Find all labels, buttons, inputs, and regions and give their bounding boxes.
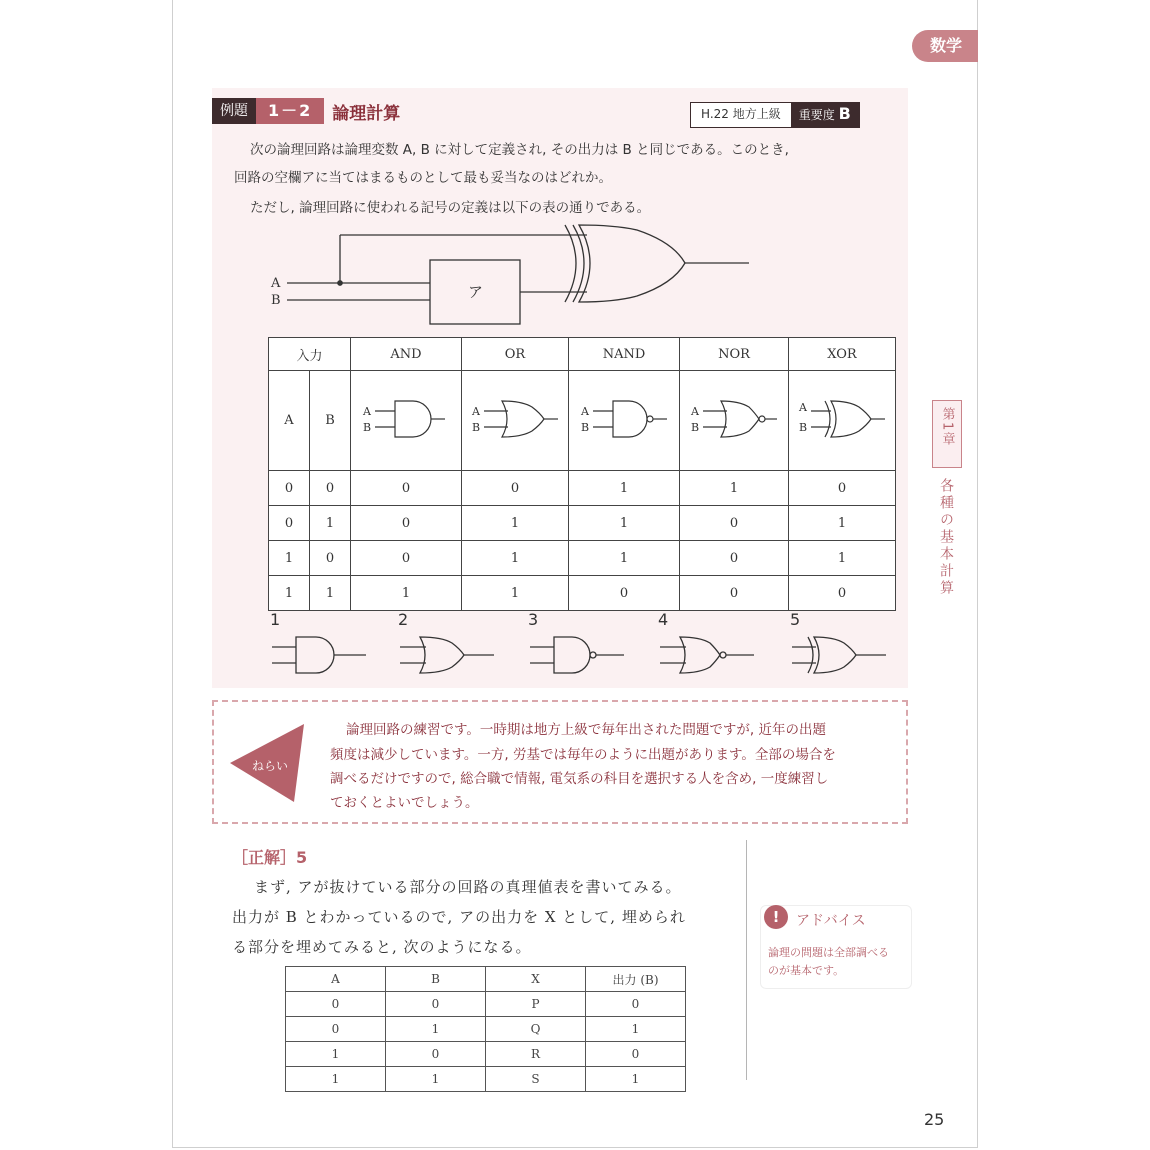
- xor-gate-symbol: [789, 371, 896, 471]
- answer-truth-table: [285, 966, 686, 1092]
- cell: 1: [462, 576, 569, 611]
- column-header: B: [386, 967, 486, 992]
- cell: 0: [789, 471, 896, 506]
- answer-text-line: 出力が B とわかっているので, アの出力を X として, 埋められ: [232, 908, 686, 926]
- advice-text-line: のが基本です。: [768, 964, 845, 977]
- subject-tab: 数学: [912, 30, 978, 62]
- advice-title: アドバイス: [796, 913, 866, 929]
- input-header: 入力: [269, 338, 351, 371]
- choice-2[interactable]: [398, 610, 498, 683]
- aim-text-line: 論理回路の練習です。一時期は地方上級で毎年出された問題ですが, 近年の出題: [346, 722, 827, 738]
- svg-text:B: B: [363, 420, 372, 434]
- cell: 1: [789, 506, 896, 541]
- example-number: 1－2: [256, 98, 324, 124]
- problem-text-line: 次の論理回路は論理変数 A, B に対して定義され, その出力は B と同じである。このとき,: [250, 142, 789, 158]
- svg-text:A: A: [581, 404, 589, 418]
- nand-gate-icon: [528, 629, 628, 679]
- gate-header: NAND: [569, 338, 680, 371]
- choice-3[interactable]: [528, 610, 628, 683]
- cell: 1: [569, 506, 680, 541]
- cell: 1: [386, 1017, 486, 1042]
- table-row: [269, 541, 896, 576]
- and-gate-icon: [270, 629, 370, 679]
- chapter-name: 各種の基本計算: [938, 478, 954, 597]
- cell: 1: [586, 1017, 686, 1042]
- cell: 1: [462, 506, 569, 541]
- column-header: A: [286, 967, 386, 992]
- gate-definition-table: [268, 337, 896, 611]
- exclamation-icon: !: [764, 905, 788, 929]
- table-row: [286, 1042, 686, 1067]
- aim-text-line: 調べるだけですので, 総合職で情報, 電気系の科目を選択する人を含め, 一度練習し: [330, 771, 829, 787]
- choice-number: 3: [528, 610, 539, 629]
- cell: 0: [351, 541, 462, 576]
- page-number: 25: [924, 1110, 945, 1129]
- table-row: [286, 1017, 686, 1042]
- sub-header: B: [310, 371, 351, 471]
- importance-label: 重要度: [798, 108, 835, 122]
- cell: 0: [351, 471, 462, 506]
- cell: 0: [586, 992, 686, 1017]
- cell: 0: [351, 506, 462, 541]
- svg-text:B: B: [472, 420, 481, 434]
- cell: 1: [569, 471, 680, 506]
- column-divider: [746, 840, 747, 1080]
- cell: S: [486, 1067, 586, 1092]
- cell: 1: [286, 1042, 386, 1067]
- cell: 0: [680, 541, 789, 576]
- aim-label: ねらい: [252, 759, 289, 773]
- or-gate-symbol: [462, 371, 569, 471]
- cell: 0: [269, 506, 310, 541]
- circuit-input-a: A: [271, 276, 281, 291]
- nand-gate-symbol: [569, 371, 680, 471]
- table-header-row: [286, 967, 686, 992]
- cell: 1: [569, 541, 680, 576]
- circuit-box-label: ア: [468, 283, 484, 301]
- cell: 1: [351, 576, 462, 611]
- svg-text:A: A: [472, 404, 480, 418]
- cell: 1: [310, 506, 351, 541]
- cell: 1: [462, 541, 569, 576]
- table-row: [269, 506, 896, 541]
- answer-text-line: る部分を埋めてみると, 次のようになる。: [232, 938, 532, 956]
- problem-text-line: 回路の空欄アに当てはまるものとして最も妥当なのはどれか。: [234, 170, 612, 186]
- column-header: X: [486, 967, 586, 992]
- cell: 1: [386, 1067, 486, 1092]
- cell: 0: [386, 992, 486, 1017]
- answer-choices: [262, 610, 902, 680]
- example-label: 例題: [212, 98, 256, 124]
- cell: 0: [310, 541, 351, 576]
- aim-arrow-icon: [230, 718, 320, 808]
- cell: 1: [269, 541, 310, 576]
- cell: 0: [680, 506, 789, 541]
- table-row: [286, 992, 686, 1017]
- cell: 1: [789, 541, 896, 576]
- nor-gate-icon: [658, 629, 758, 679]
- choice-4[interactable]: [658, 610, 758, 683]
- problem-tag: [690, 102, 860, 128]
- svg-text:A: A: [363, 404, 371, 418]
- aim-text-line: 頻度は減少しています。一方, 労基では毎年のように出題があります。全部の場合を: [330, 747, 836, 763]
- table-row: [269, 471, 896, 506]
- table-row: [286, 1067, 686, 1092]
- cell: R: [486, 1042, 586, 1067]
- importance-badge: [791, 103, 859, 127]
- chapter-tab-label: 第1章: [939, 407, 955, 448]
- cell: 0: [286, 992, 386, 1017]
- aim-text-line: ておくとよいでしょう。: [330, 795, 479, 811]
- and-gate-symbol: [351, 371, 462, 471]
- logic-circuit-diagram: [265, 220, 765, 332]
- svg-text:A: A: [691, 404, 699, 418]
- cell: 1: [586, 1067, 686, 1092]
- or-gate-icon: [398, 629, 498, 679]
- cell: 0: [569, 576, 680, 611]
- chapter-tab: [932, 400, 962, 468]
- cell: 0: [586, 1042, 686, 1067]
- svg-text:A: A: [799, 400, 807, 414]
- cell: 1: [680, 471, 789, 506]
- cell: 0: [386, 1042, 486, 1067]
- cell: 0: [462, 471, 569, 506]
- cell: 0: [310, 471, 351, 506]
- cell: P: [486, 992, 586, 1017]
- problem-source: H.22 地方上級: [691, 103, 791, 127]
- cell: 0: [286, 1017, 386, 1042]
- answer-text-line: まず, アが抜けている部分の回路の真理値表を書いてみる。: [254, 878, 682, 896]
- cell: Q: [486, 1017, 586, 1042]
- answer-heading: ［正解］5: [232, 848, 308, 867]
- choice-1[interactable]: [270, 610, 370, 683]
- cell: 0: [269, 471, 310, 506]
- choice-number: 1: [270, 610, 281, 629]
- choice-number: 5: [790, 610, 801, 629]
- cell: 1: [286, 1067, 386, 1092]
- cell: 1: [310, 576, 351, 611]
- gate-header: XOR: [789, 338, 896, 371]
- gate-header: OR: [462, 338, 569, 371]
- svg-text:B: B: [691, 420, 700, 434]
- column-header: 出力 (B): [586, 967, 686, 992]
- cell: 0: [680, 576, 789, 611]
- cell: 1: [269, 576, 310, 611]
- choice-5[interactable]: [790, 610, 890, 683]
- circuit-input-b: B: [271, 293, 281, 308]
- svg-text:B: B: [799, 420, 808, 434]
- xor-gate-icon: [790, 629, 890, 679]
- svg-text:B: B: [581, 420, 590, 434]
- choice-number: 4: [658, 610, 669, 629]
- gate-header: AND: [351, 338, 462, 371]
- problem-text-line: ただし, 論理回路に使われる記号の定義は以下の表の通りである。: [250, 200, 651, 216]
- nor-gate-symbol: [680, 371, 789, 471]
- cell: 0: [789, 576, 896, 611]
- gate-header: NOR: [680, 338, 789, 371]
- problem-header: [212, 98, 400, 124]
- sub-header: A: [269, 371, 310, 471]
- advice-text-line: 論理の問題は全部調べる: [768, 946, 889, 959]
- table-row: [269, 576, 896, 611]
- importance-grade: B: [838, 104, 851, 123]
- choice-number: 2: [398, 610, 409, 629]
- problem-title: 論理計算: [332, 103, 401, 124]
